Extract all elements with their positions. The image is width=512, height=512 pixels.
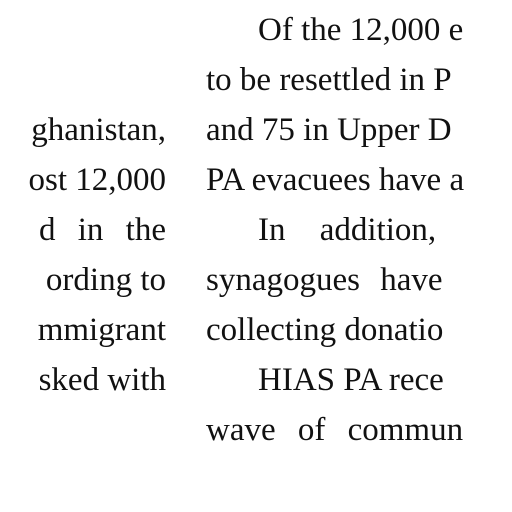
left-line-4: ost 12,000 (28, 162, 166, 198)
right-line-8: HIAS PA rece (258, 362, 444, 398)
right-column (206, 5, 512, 455)
left-line-3: ghanistan, (31, 112, 166, 148)
right-line-1: Of the 12,000 e (258, 12, 464, 48)
right-line-9: wave of commun (206, 412, 464, 448)
left-line-1 (0, 5, 166, 55)
left-line-5: d in the (39, 212, 166, 248)
right-line-4: PA evacuees have a (206, 162, 465, 198)
right-line-7: collecting donatio (206, 312, 444, 348)
left-line-6: ording to (45, 262, 166, 298)
left-column (0, 5, 166, 405)
right-line-2: to be resettled in P (206, 62, 452, 98)
left-line-7: mmigrant (37, 312, 166, 348)
left-line-8: sked with (38, 362, 166, 398)
right-line-5: In addition, (258, 212, 437, 248)
right-line-3: and 75 in Upper D (206, 112, 452, 148)
left-line-2 (0, 55, 166, 105)
right-line-6: synagogues have (206, 262, 443, 298)
